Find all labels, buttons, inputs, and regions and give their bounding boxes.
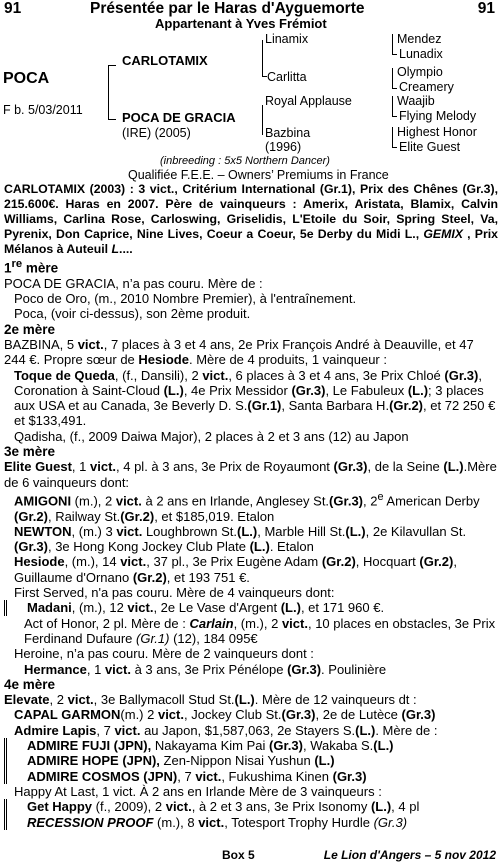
text-line: Get Happy (f., 2009), 2 vict., à 2 et 3 ans, 3e Prix Isonomy (L.), 4 pl	[4, 799, 498, 814]
pedigree-dam-sire: Royal Applause	[265, 94, 352, 108]
pedigree-dam: POCA DE GRACIA	[122, 110, 236, 125]
section-second-dam: 2e mère	[4, 321, 56, 337]
inbreeding-note: (inbreeding : 5x5 Northern Dancer)	[160, 155, 330, 167]
pedigree-ggs-3: Olympio	[397, 65, 443, 79]
pedigree-dam-dam-year: (1996)	[265, 140, 302, 154]
lot-number-right: 91	[477, 0, 495, 17]
pedigree-ggs-2: Lunadix	[399, 47, 443, 61]
horse-name: POCA	[3, 70, 50, 87]
pedigree-ggs-4: Creamery	[399, 80, 454, 94]
text-line: Qadisha, (f., 2009 Daiwa Major), 2 places à 2 et 3 ans (12) au Japon	[14, 428, 409, 444]
text-line: ADMIRE COSMOS (JPN), 7 vict., Fukushima Kinen (Gr.3)	[4, 769, 498, 784]
text-line: BAZBINA, 5 vict., 7 places à 3 et 4 ans, 2e Prix François André à Deauville, et 47 244 €. Propre sœur de Hesiode. Mère de 4 produits, 1 vainqueur :	[4, 336, 474, 368]
pedigree-dam-dam: Bazbina	[265, 126, 311, 140]
text-line: AMIGONI (m.), 2 vict. à 2 ans en Irlande, Anglesey St.(Gr.3), 2e American Derby (Gr.2), Railway St.(Gr.2), et $185,019. Etalon	[14, 490, 480, 524]
text-line: Elite Guest, 1 vict., 4 pl. à 3 ans, 3e Prix de Royaumont (Gr.3), de la Seine (L.).Mère de 6 vainqueurs dont:	[4, 459, 497, 490]
pedigree-sire-dam: Carlitta	[267, 70, 307, 84]
lot-number-left: 91	[4, 0, 22, 17]
footer-box: Box 5	[222, 848, 255, 862]
page-title: Présentée par le Haras d'Ayguemorte	[90, 0, 365, 17]
text-line: Poco de Oro, (m., 2010 Nombre Premier), à l'entraînement.	[14, 291, 357, 307]
pedigree-ggs-8: Elite Guest	[399, 140, 461, 154]
pedigree-dam-origin: (IRE) (2005)	[122, 126, 191, 140]
text-line: Hesiode, (m.), 14 vict., 37 pl., 3e Prix Eugène Adam (Gr.2), Hocquart (Gr.2), Guillaume d'Ornano (Gr.2), et 193 751 €.	[14, 554, 457, 585]
pedigree-ggs-5: Waajib	[397, 94, 435, 108]
section-first-dam: 1re mère	[4, 258, 59, 276]
catalogue-text	[4, 182, 498, 830]
section-third-dam: 3e mère	[4, 444, 56, 460]
text-line: Happy At Last, 1 vict. À 2 ans en Irlande Mère de 3 vainqueurs :	[14, 783, 382, 799]
text-line: First Served, n'a pas couru. Mère de 4 vainqueurs dont:	[14, 585, 335, 601]
pedigree-ggs-6: Flying Melody	[399, 109, 477, 123]
owner-line: Appartenant à Yves Frémiot	[155, 16, 327, 31]
text-line: Madani, (m.), 12 vict., 2e Le Vase d'Argent (L.), et 171 960 €.	[4, 600, 498, 615]
text-line: Act of Honor, 2 pl. Mère de : Carlain, (m.), 2 vict., 10 places en obstacles, 3e Prix Ferdinand Dufaure (Gr.1) (12), 184 095€	[24, 615, 496, 646]
section-fourth-dam: 4e mère	[4, 676, 56, 692]
pedigree-ggs-1: Mendez	[397, 32, 442, 46]
text-line: POCA DE GRACIA, n’a pas couru. Mère de :	[4, 275, 263, 291]
text-line: ADMIRE HOPE (JPN), Zen-Nippon Nisai Yushun (L.)	[4, 753, 498, 768]
footer-event: Le Lion d'Angers – 5 nov 2012	[323, 848, 496, 862]
horse-details: F b. 5/03/2011	[3, 103, 83, 117]
pedigree-ggs-7: Highest Honor	[397, 125, 477, 139]
qualification-note: Qualifiée F.E.E. – Owners’ Premiums in France	[128, 168, 389, 182]
text-line: RECESSION PROOF (m.), 8 vict., Totesport Trophy Hurdle (Gr.3)	[4, 815, 498, 830]
sire-paragraph: CARLOTAMIX (2003) : 3 vict., Critérium International (Gr.1), Prix des Chênes (Gr.3), 215.600€. Haras en 2007. Père de vainqueurs : Amerix, Aristata, Blamix, Calvin Williams, Carlina Rose, Carloswing, Griselidis, L'Etoile du Soir, Spring Steel, Va, Pyrenix, Don Caprice, Nine Lives, Coeur a Coeur, 5e Derby du Midi L., GEMIX , Prix Mélanos à Auteuil L....	[4, 182, 498, 256]
text-line: ADMIRE FUJI (JPN), Nakayama Kim Pai (Gr.3), Wakaba S.(L.)	[4, 738, 498, 753]
text-line: Hermance, 1 vict. à 3 ans, 3e Prix Pénélope (Gr.3). Poulinière	[24, 661, 387, 677]
pedigree-sire-sire: Linamix	[265, 32, 309, 46]
text-line: CAPAL GARMON(m.) 2 vict., Jockey Club St.(Gr.3), 2e de Lutèce (Gr.3)	[14, 707, 436, 723]
text-line: NEWTON, (m.) 3 vict. Loughbrown St.(L.), Marble Hill St.(L.), 2e Kilavullan St.(Gr.3), 3e Hong Kong Jockey Club Plate (L.). Etalon	[14, 523, 467, 555]
text-line: Admire Lapis, 7 vict. au Japon, $1,587,063, 2e Stayers S.(L.). Mère de :	[14, 722, 438, 738]
text-line: Heroine, n’a pas couru. Mère de 2 vainqueurs dont :	[14, 646, 314, 662]
text-line: Poca, (voir ci-dessus), son 2ème produit.	[14, 306, 251, 322]
text-line: Toque de Queda, (f., Dansili), 2 vict., 6 places à 3 et 4 ans, 3e Prix Chloé (Gr.3), Coronation à Saint-Cloud (L.), 4e Prix Messidor (Gr.3), Le Fabuleux (L.); 3 places aux USA et au Canada, 3e Beverly D. S.(Gr.1), Santa Barbara H.(Gr.2), et 72 250 € et $133,491.	[14, 367, 496, 429]
text-line: Elevate, 2 vict., 3e Ballymacoll Stud St.(L.). Mère de 12 vainqueurs dt :	[4, 692, 417, 708]
pedigree-sire: CARLOTAMIX	[122, 53, 208, 68]
